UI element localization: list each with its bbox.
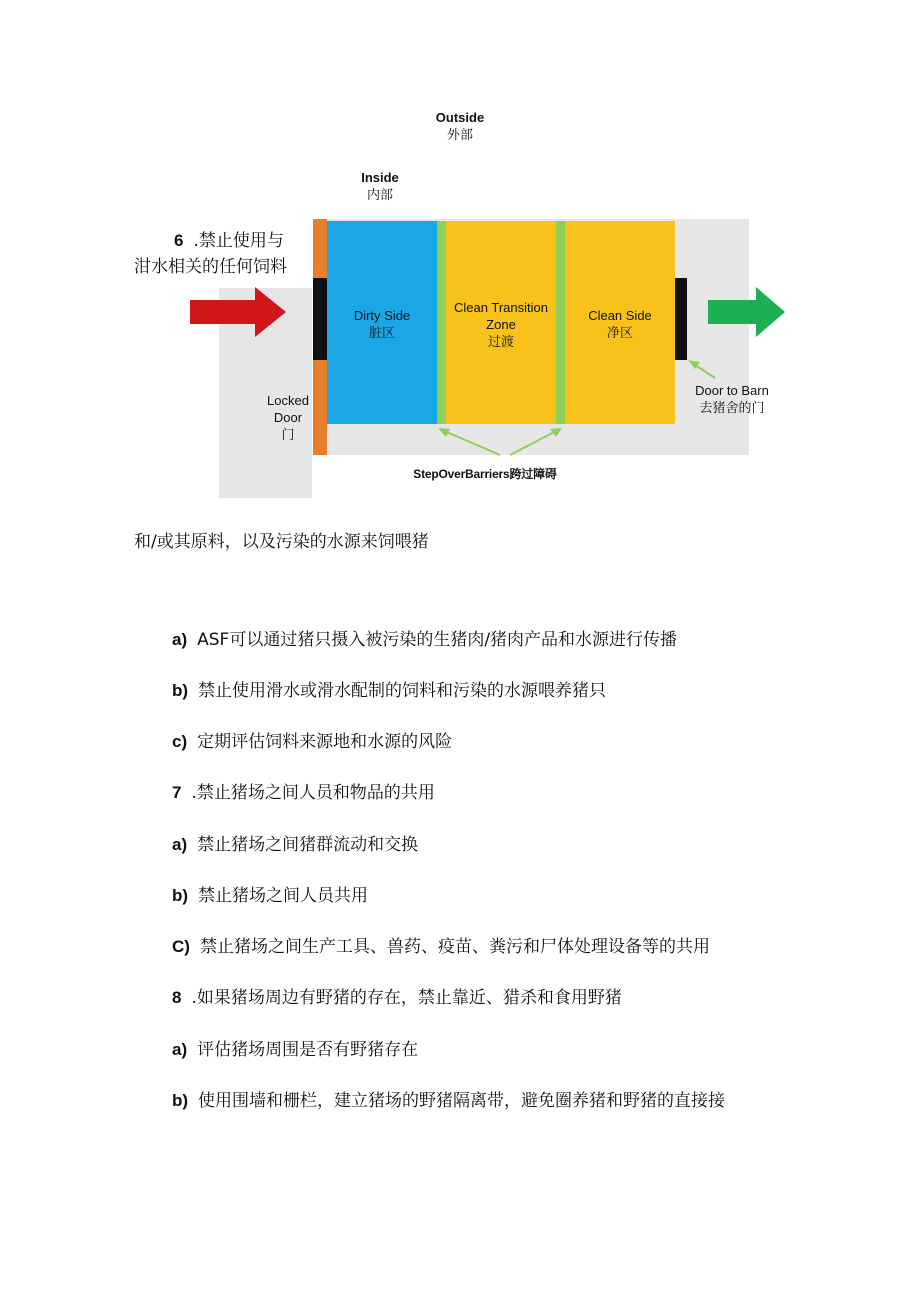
item6-line1: 6 .禁止使用与 <box>174 231 284 251</box>
list-item: b) 使用围墙和栅栏，建立猪场的野猪隔离带，避免圈养猪和野猪的直接接 <box>172 1091 726 1111</box>
item6-line3: 和/或其原料，以及污染的水源来饲喂猪 <box>134 532 429 552</box>
locked-door-label: Locked Door 门 <box>267 393 309 442</box>
item6-line2: 泔水相关的任何饲料 <box>134 257 287 277</box>
list-item: C) 禁止猪场之间生产工具、兽药、疫苗、粪污和尸体处理设备等的共用 <box>172 937 710 957</box>
barrier-pointer-arrows <box>438 428 562 455</box>
outside-label: Outside 外部 <box>435 110 485 142</box>
step-over-barriers-label: StepOverBarriers跨过障碍 <box>413 467 557 481</box>
list-item: 7 .禁止猪场之间人员和物品的共用 <box>172 783 435 803</box>
barn-door-label: Door to Barn 去猪舍的门 <box>695 383 769 415</box>
list-item: c) 定期评估饲料来源地和水源的风险 <box>172 732 453 752</box>
list-item: 8 .如果猪场周边有野猪的存在，禁止靠近、猎杀和食用野猪 <box>172 988 622 1008</box>
list-item: a) ASF可以通过猪只摄入被污染的生猪肉/猪肉产品和水源进行传播 <box>172 630 678 650</box>
list-item: b) 禁止猪场之间人员共用 <box>172 886 369 906</box>
barn-door-pointer <box>688 360 715 378</box>
dirty-side-label: Dirty Side 脏区 <box>353 308 411 340</box>
inside-label: Inside 内部 <box>361 170 399 202</box>
entry-arrow-icon <box>190 287 286 337</box>
list-item: a) 评估猪场周围是否有野猪存在 <box>172 1040 419 1060</box>
clean-side-label: Clean Side 净区 <box>588 308 652 340</box>
list-item: a) 禁止猪场之间猪群流动和交换 <box>172 835 419 855</box>
exit-arrow-icon <box>708 287 785 337</box>
transition-zone-label: Clean Transition Zone 过渡 <box>454 300 548 349</box>
list-item: b) 禁止使用滑水或滑水配制的饲料和污染的水源喂养猪只 <box>172 681 607 701</box>
